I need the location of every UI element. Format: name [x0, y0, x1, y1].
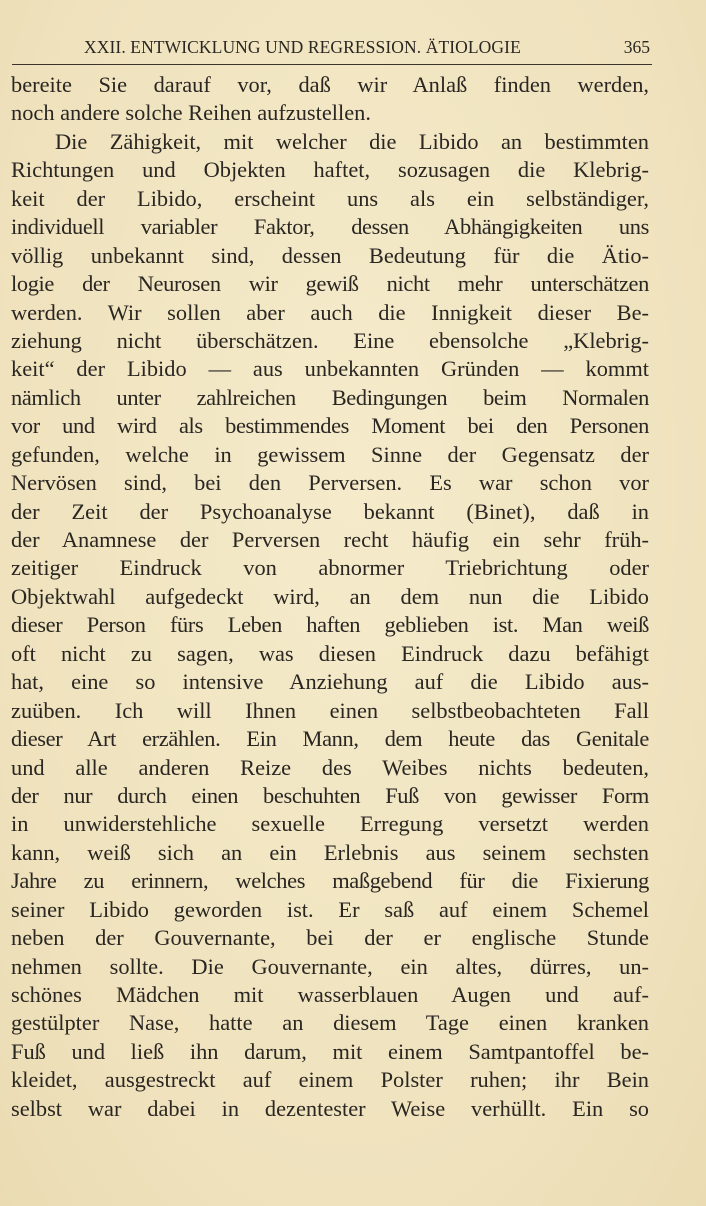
text-line: der Zeit der Psychoanalyse bekannt (Binet), daß in	[11, 498, 649, 524]
running-head	[12, 34, 652, 65]
text-line: oft nicht zu sagen, was diesen Eindruck dazu befähigt	[11, 640, 649, 666]
text-line: zuüben. Ich will Ihnen einen selbstbeobachteten Fall	[11, 697, 649, 723]
text-line: nämlich unter zahlreichen Bedingungen beim Normalen	[11, 384, 649, 410]
text-line: seiner Libido geworden ist. Er saß auf einem Schemel	[11, 896, 649, 922]
text-line: gestülpter Nase, hatte an diesem Tage einen kranken	[11, 1010, 649, 1036]
text-line: Die Zähigkeit, mit welcher die Libido an bestimmten	[55, 128, 649, 154]
text-line: keit der Libido, erscheint uns als ein selbständiger,	[11, 185, 649, 211]
text-line: Richtungen und Objekten haftet, sozusagen die Klebrig-	[11, 157, 649, 183]
text-line: vor und wird als bestimmendes Moment bei den Personen	[11, 413, 649, 439]
text-line: kann, weiß sich an ein Erlebnis aus seinem sechsten	[11, 839, 649, 865]
text-line: dieser Person fürs Leben haften geblieben ist. Man weiß	[11, 612, 649, 638]
body-text	[11, 71, 649, 1123]
text-line: Fuß und ließ ihn darum, mit einem Samtpantoffel be-	[11, 1038, 649, 1064]
text-line: zeitiger Eindruck von abnormer Triebrichtung oder	[11, 555, 649, 581]
page-number: 365	[623, 37, 650, 57]
text-line: kleidet, ausgestreckt auf einem Polster ruhen; ihr Bein	[11, 1067, 649, 1093]
text-line: individuell variabler Faktor, dessen Abhängigkeiten uns	[11, 214, 649, 240]
text-line: und alle anderen Reize des Weibes nichts bedeuten,	[11, 754, 649, 780]
text-line: bereite Sie darauf vor, daß wir Anlaß finden werden,	[11, 72, 649, 97]
text-line: gefunden, welche in gewissem Sinne der Gegensatz der	[11, 441, 649, 467]
text-line: keit“ der Libido — aus unbekannten Gründen — kommt	[11, 356, 649, 382]
text-line: ziehung nicht überschätzen. Eine ebensolche „Klebrig-	[11, 327, 649, 353]
text-line: selbst war dabei in dezentester Weise verhüllt. Ein so	[11, 1095, 649, 1121]
text-line: nehmen sollte. Die Gouvernante, ein altes, dürres, un-	[11, 953, 649, 979]
text-line: schönes Mädchen mit wasserblauen Augen und auf-	[11, 982, 649, 1007]
text-line: noch andere solche Reihen aufzustellen.	[11, 100, 371, 126]
text-line: Jahre zu erinnern, welches maßgebend für die Fixierung	[11, 868, 649, 894]
text-line: Nervösen sind, bei den Perversen. Es war schon vor	[11, 470, 649, 496]
text-line: hat, eine so intensive Anziehung auf die Libido aus-	[11, 669, 649, 695]
chapter-title: XXII. ENTWICKLUNG UND REGRESSION. ÄTIOLOGIE	[84, 37, 521, 57]
text-line: logie der Neurosen wir gewiß nicht mehr unterschätzen	[11, 271, 649, 297]
text-line: Objektwahl aufgedeckt wird, an dem nun die Libido	[11, 583, 649, 609]
text-line: der Anamnese der Perversen recht häufig ein sehr früh-	[11, 527, 649, 552]
text-line: dieser Art erzählen. Ein Mann, dem heute das Genitale	[11, 726, 649, 752]
text-line: werden. Wir sollen aber auch die Innigkeit dieser Be-	[11, 299, 649, 325]
text-line: völlig unbekannt sind, dessen Bedeutung für die Ätio-	[11, 242, 649, 268]
text-line: neben der Gouvernante, bei der er englische Stunde	[11, 925, 649, 951]
text-line: in unwiderstehliche sexuelle Erregung versetzt werden	[11, 811, 649, 837]
text-line: der nur durch einen beschuhten Fuß von gewisser Form	[11, 782, 649, 808]
